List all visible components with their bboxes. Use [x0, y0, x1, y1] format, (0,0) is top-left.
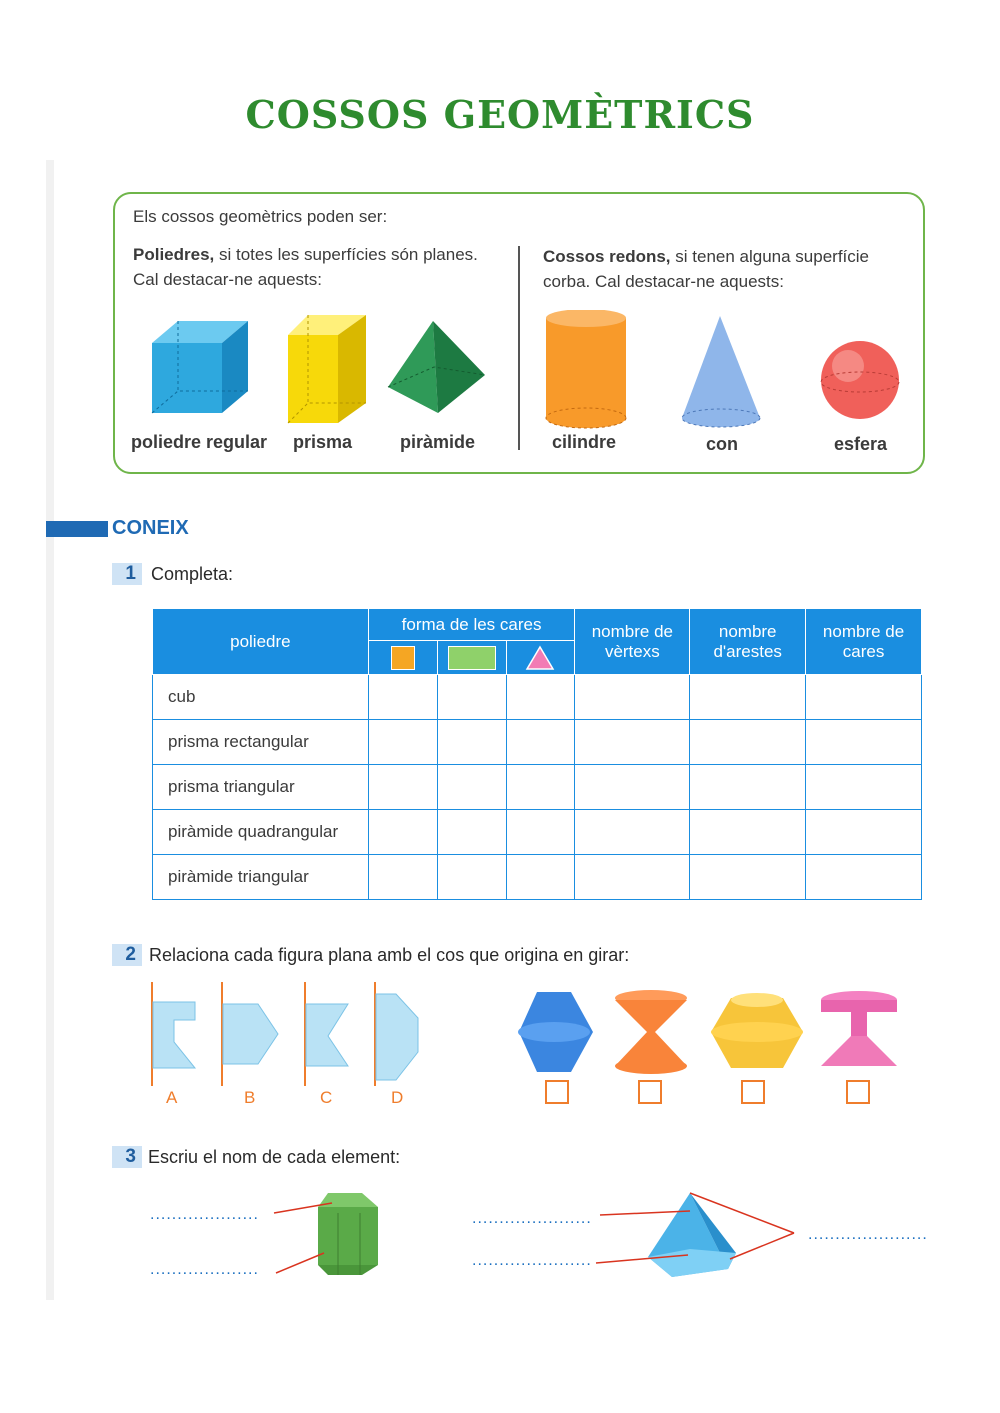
figure-letter-d: D	[391, 1088, 404, 1107]
shape-label-regular: poliedre regular	[131, 432, 268, 452]
header-faces-line1: nombre de	[822, 621, 905, 641]
rectangle-face-icon	[448, 646, 496, 670]
q3-number: 3	[112, 1146, 142, 1168]
answer-cell[interactable]	[806, 810, 922, 855]
answer-cell[interactable]	[806, 765, 922, 810]
answer-cell[interactable]	[437, 765, 506, 810]
answer-cell[interactable]	[506, 720, 575, 765]
header-face-shape: forma de les cares	[368, 609, 575, 641]
q1-number: 1	[112, 563, 142, 585]
answer-cell[interactable]	[368, 765, 437, 810]
header-rectangle-shape	[437, 641, 506, 675]
answer-cell[interactable]	[575, 810, 690, 855]
hexagonal-prism	[318, 1193, 378, 1275]
header-edges-line1: nombre	[718, 621, 777, 641]
triangle-face-icon	[525, 645, 555, 671]
answer-blank-pyramid-right[interactable]: ......................	[808, 1226, 928, 1243]
shape-label-pyramid: piràmide	[400, 432, 476, 452]
barrel-cone-solid	[711, 993, 803, 1068]
answer-cell[interactable]	[506, 810, 575, 855]
box-divider	[518, 246, 520, 450]
header-edges	[690, 609, 806, 675]
row-label-square-pyramid: piràmide quadrangular	[153, 810, 369, 855]
answer-cell[interactable]	[575, 765, 690, 810]
element-diagrams	[260, 1185, 800, 1285]
answer-cell[interactable]	[506, 765, 575, 810]
poly-definition	[133, 245, 478, 265]
match-box-3[interactable]	[741, 1080, 765, 1104]
figure-b	[222, 982, 278, 1086]
answer-cell[interactable]	[575, 675, 690, 720]
prism-illustration	[288, 315, 366, 423]
match-box-4[interactable]	[846, 1080, 870, 1104]
cube-illustration	[152, 321, 248, 413]
cone-illustration	[682, 316, 760, 427]
shape-label-prism: prisma	[293, 432, 353, 452]
answer-blank-prism-top[interactable]: ....................	[150, 1206, 259, 1223]
double-cone-solid	[518, 992, 593, 1072]
polyhedra-table	[152, 608, 922, 900]
plane-figures	[140, 980, 440, 1090]
answer-cell[interactable]	[575, 720, 690, 765]
row-label-cube: cub	[153, 675, 369, 720]
round-definition	[543, 247, 869, 267]
figure-letter-b: B	[244, 1088, 256, 1107]
figure-c	[305, 982, 348, 1086]
header-polyhedron: poliedre	[153, 609, 369, 675]
info-intro: Els cossos geomètrics poden ser:	[133, 207, 388, 226]
pointer-line	[730, 1233, 794, 1259]
q3-text: Escriu el nom de cada element:	[148, 1147, 401, 1167]
row-label-tri-prism: prisma triangular	[153, 765, 369, 810]
figure-letter-a: A	[166, 1088, 178, 1107]
pointer-line	[276, 1253, 324, 1273]
answer-cell[interactable]	[575, 855, 690, 900]
shape-label-cone: con	[706, 434, 739, 454]
answer-cell[interactable]	[437, 675, 506, 720]
square-face-icon	[391, 646, 415, 670]
answer-blank-prism-bottom[interactable]: ....................	[150, 1261, 259, 1278]
section-title: CONEIX	[112, 517, 189, 539]
sphere-illustration	[821, 341, 899, 419]
pedestal-solid	[821, 991, 897, 1066]
header-edges-line2: d'arestes	[713, 641, 782, 661]
round-line2: corba. Cal destacar-ne aquests:	[543, 272, 784, 291]
answer-cell[interactable]	[368, 675, 437, 720]
q2-text: Relaciona cada figura plana amb el cos que origina en girar:	[149, 945, 630, 965]
answer-cell[interactable]	[690, 855, 806, 900]
poly-desc: si totes les superfícies són planes.	[214, 245, 478, 264]
revolution-solids	[515, 988, 905, 1078]
round-term: Cossos redons,	[543, 247, 671, 266]
hourglass-solid	[615, 990, 687, 1074]
header-vertices-line1: nombre de	[591, 621, 673, 641]
row-label-rect-prism: prisma rectangular	[153, 720, 369, 765]
answer-cell[interactable]	[690, 810, 806, 855]
page-edge-shadow	[46, 160, 54, 1300]
polyhedra-illustrations	[140, 305, 500, 430]
answer-cell[interactable]	[506, 855, 575, 900]
header-vertices	[575, 609, 690, 675]
header-vertices-line2: vèrtexs	[604, 641, 660, 661]
answer-blank-pyramid-top[interactable]: ......................	[472, 1210, 592, 1227]
section-bar	[46, 521, 108, 537]
header-faces	[806, 609, 922, 675]
row-label-tri-pyramid: piràmide triangular	[153, 855, 369, 900]
answer-cell[interactable]	[690, 675, 806, 720]
cylinder-illustration	[546, 310, 626, 428]
figure-a	[152, 982, 195, 1086]
answer-cell[interactable]	[690, 720, 806, 765]
poly-term: Poliedres,	[133, 245, 215, 264]
shape-label-sphere: esfera	[834, 434, 888, 454]
answer-cell[interactable]	[437, 810, 506, 855]
answer-cell[interactable]	[806, 720, 922, 765]
header-square-shape	[368, 641, 437, 675]
header-faces-line2: cares	[842, 641, 885, 661]
header-triangle-shape	[506, 641, 575, 675]
answer-cell[interactable]	[437, 855, 506, 900]
answer-blank-pyramid-bottom[interactable]: ......................	[472, 1252, 592, 1269]
answer-cell[interactable]	[368, 810, 437, 855]
round-desc: si tenen alguna superfície	[670, 247, 870, 266]
page-title: COSSOS GEOMÈTRICS	[245, 92, 755, 137]
answer-cell[interactable]	[437, 720, 506, 765]
match-box-1[interactable]	[545, 1080, 569, 1104]
q2-number: 2	[112, 944, 142, 966]
pyramid-illustration	[388, 321, 485, 413]
answer-cell[interactable]	[368, 855, 437, 900]
poly-line2: Cal destacar-ne aquests:	[133, 270, 322, 289]
shape-label-cylinder: cilindre	[552, 432, 617, 452]
answer-cell[interactable]	[806, 675, 922, 720]
figure-d	[375, 982, 418, 1086]
round-solids-illustrations	[540, 310, 910, 430]
answer-cell[interactable]	[506, 675, 575, 720]
match-box-2[interactable]	[638, 1080, 662, 1104]
answer-cell[interactable]	[368, 720, 437, 765]
answer-cell[interactable]	[806, 855, 922, 900]
answer-cell[interactable]	[690, 765, 806, 810]
q1-text: Completa:	[151, 564, 234, 584]
figure-letter-c: C	[320, 1088, 333, 1107]
